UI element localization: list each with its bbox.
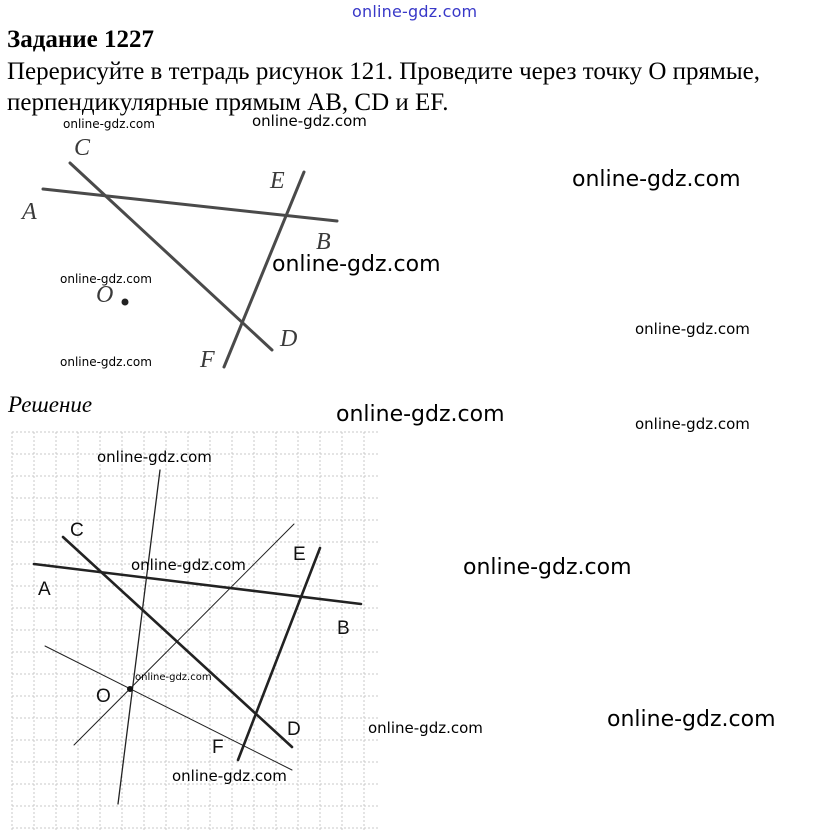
label-b: B bbox=[316, 229, 331, 255]
label-c: C bbox=[74, 135, 91, 161]
watermark: online-gdz.com bbox=[572, 167, 741, 192]
watermark: online-gdz.com bbox=[635, 415, 750, 433]
watermark: online-gdz.com bbox=[63, 117, 155, 131]
watermark: online-gdz.com bbox=[60, 272, 152, 286]
watermark: online-gdz.com bbox=[131, 556, 246, 574]
label-b-solution: B bbox=[337, 618, 350, 639]
label-o: O bbox=[96, 282, 114, 308]
watermark: online-gdz.com bbox=[172, 767, 287, 785]
watermark: online-gdz.com bbox=[463, 555, 632, 580]
task-text: Перерисуйте в тетрадь рисунок 121. Проведите через точку O прямые, перпендикулярные прямым AB, CD и EF. bbox=[7, 58, 760, 116]
label-a-solution: A bbox=[38, 579, 51, 600]
label-e-solution: E bbox=[293, 544, 306, 565]
label-o-solution: O bbox=[96, 686, 111, 707]
watermark: online-gdz.com bbox=[635, 320, 750, 338]
label-c-solution: C bbox=[70, 520, 84, 541]
label-a: A bbox=[22, 199, 37, 225]
label-d-solution: D bbox=[287, 719, 301, 740]
label-e: E bbox=[270, 168, 285, 194]
solution-title: Решение bbox=[8, 392, 93, 417]
point-o-solution bbox=[127, 686, 133, 692]
watermark: online-gdz.com bbox=[336, 402, 505, 427]
label-f-solution: F bbox=[212, 737, 224, 758]
watermark: online-gdz.com bbox=[607, 707, 776, 732]
watermark: online-gdz.com bbox=[272, 252, 441, 277]
watermark: online-gdz.com bbox=[97, 448, 212, 466]
watermark: online-gdz.com bbox=[368, 719, 483, 737]
watermark: online-gdz.com bbox=[252, 112, 367, 130]
label-d: D bbox=[280, 326, 298, 352]
watermark: online-gdz.com bbox=[60, 355, 152, 369]
line-ef-solution bbox=[238, 548, 320, 760]
task-title: Задание 1227 bbox=[7, 26, 154, 53]
watermark: online-gdz.com bbox=[135, 672, 212, 683]
site-watermark-link[interactable]: online-gdz.com bbox=[352, 2, 478, 21]
label-f: F bbox=[200, 347, 215, 373]
perpendicular-to-ef bbox=[45, 646, 292, 770]
